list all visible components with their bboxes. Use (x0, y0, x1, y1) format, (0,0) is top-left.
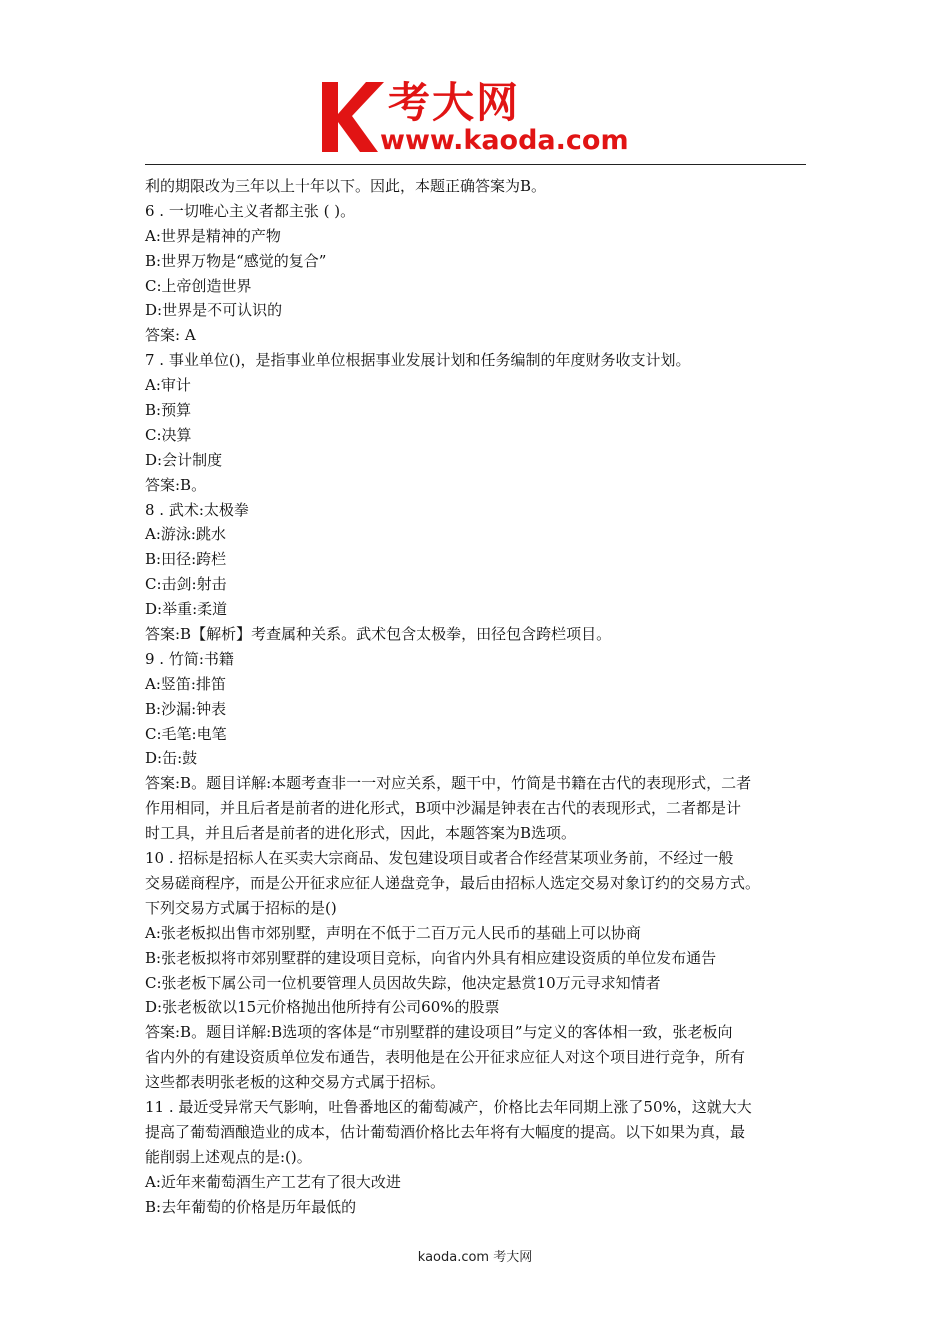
text-line: 提高了葡萄酒酿造业的成本，估计葡萄酒价格比去年将有大幅度的提高。以下如果为真，最 (145, 1122, 746, 1141)
text-line: 10 . 招标是招标人在买卖大宗商品、发包建设项目或者合作经营某项业务前，不经过一般 (145, 849, 734, 868)
text-line: 8 . 武术:太极拳 (145, 500, 249, 519)
text-line: B:田径:跨栏 (145, 550, 227, 569)
text-line: 利的期限改为三年以上十年以下。因此，本题正确答案为B。 (145, 177, 547, 195)
text-line: D:会计制度 (145, 450, 223, 469)
text-line: 11 . 最近受异常天气影响，吐鲁番地区的葡萄减产，价格比去年同期上涨了50%，这就大大 (145, 1097, 752, 1116)
text-line: 答案: A (145, 326, 196, 345)
text-line: C:决算 (145, 425, 192, 444)
text-line: C:击剑:射击 (145, 575, 227, 594)
text-line: B:预算 (145, 401, 192, 420)
text-line: 作用相同，并且后者是前者的进化形式，B项中沙漏是钟表在古代的表现形式，二者都是计 (145, 799, 742, 818)
text-line: 答案:B。 (145, 475, 207, 494)
text-line: C:毛笔:电笔 (145, 724, 227, 743)
document-body (145, 174, 813, 1219)
text-line: D:世界是不可认识的 (145, 301, 283, 320)
text-line: A:近年来葡萄酒生产工艺有了很大改进 (145, 1172, 401, 1191)
text-line: 答案:B。题目详解:本题考查非一一对应关系，题干中，竹简是书籍在古代的表现形式，二者 (145, 774, 752, 793)
k-logo-icon (318, 78, 388, 156)
text-line: 9 . 竹简:书籍 (145, 649, 234, 668)
text-line: 6 . 一切唯心主义者都主张 ( )。 (145, 201, 356, 220)
logo-title: 考大网 (388, 78, 521, 127)
text-line: A:竖笛:排笛 (145, 674, 226, 693)
kaoda-logo (318, 78, 648, 162)
text-line: 省内外的有建设资质单位发布通告，表明他是在公开征求应征人对这个项目进行竞争，所有 (145, 1048, 746, 1067)
text-line: D:张老板欲以15元价格抛出他所持有公司60%的股票 (145, 998, 500, 1017)
text-line: 下列交易方式属于招标的是() (145, 898, 337, 917)
text-line: 交易磋商程序，而是公开征求应征人递盘竞争，最后由招标人选定交易对象订约的交易方式。 (145, 873, 761, 892)
text-line: 能削弱上述观点的是:()。 (145, 1147, 312, 1166)
header-divider (145, 164, 806, 165)
text-line: 7 . 事业单位()，是指事业单位根据事业发展计划和任务编制的年度财务收支计划。 (145, 351, 691, 370)
text-line: D:缶:鼓 (145, 749, 198, 768)
text-line: D:举重:柔道 (145, 600, 228, 619)
text-line: A:世界是精神的产物 (145, 226, 281, 245)
text-line: 答案:B。题目详解:B选项的客体是“市别墅群的建设项目”与定义的客体相一致，张老板向 (145, 1023, 733, 1042)
text-line: B:沙漏:钟表 (145, 699, 227, 718)
text-line: 这些都表明张老板的这种交易方式属于招标。 (145, 1073, 446, 1092)
page-footer: kaoda.com 考大网 (417, 1250, 533, 1265)
text-line: 时工具，并且后者是前者的进化形式，因此，本题答案为B选项。 (145, 824, 577, 843)
text-line: C:上帝创造世界 (145, 276, 252, 295)
text-line: A:张老板拟出售市郊别墅，声明在不低于二百万元人民币的基础上可以协商 (145, 923, 641, 942)
text-line: C:张老板下属公司一位机要管理人员因故失踪，他决定悬赏10万元寻求知情者 (145, 973, 661, 992)
text-line: A:游泳:跳水 (145, 525, 226, 544)
text-line: B:去年葡萄的价格是历年最低的 (145, 1197, 357, 1216)
text-line: B:世界万物是“感觉的复合” (145, 251, 327, 270)
text-line: A:审计 (145, 376, 191, 395)
text-line: 答案:B【解析】考查属种关系。武术包含太极拳，田径包含跨栏项目。 (145, 625, 612, 644)
text-line: B:张老板拟将市郊别墅群的建设项目竞标，向省内外具有相应建设资质的单位发布通告 (145, 948, 717, 967)
logo-url: www.kaoda.com (380, 125, 629, 156)
